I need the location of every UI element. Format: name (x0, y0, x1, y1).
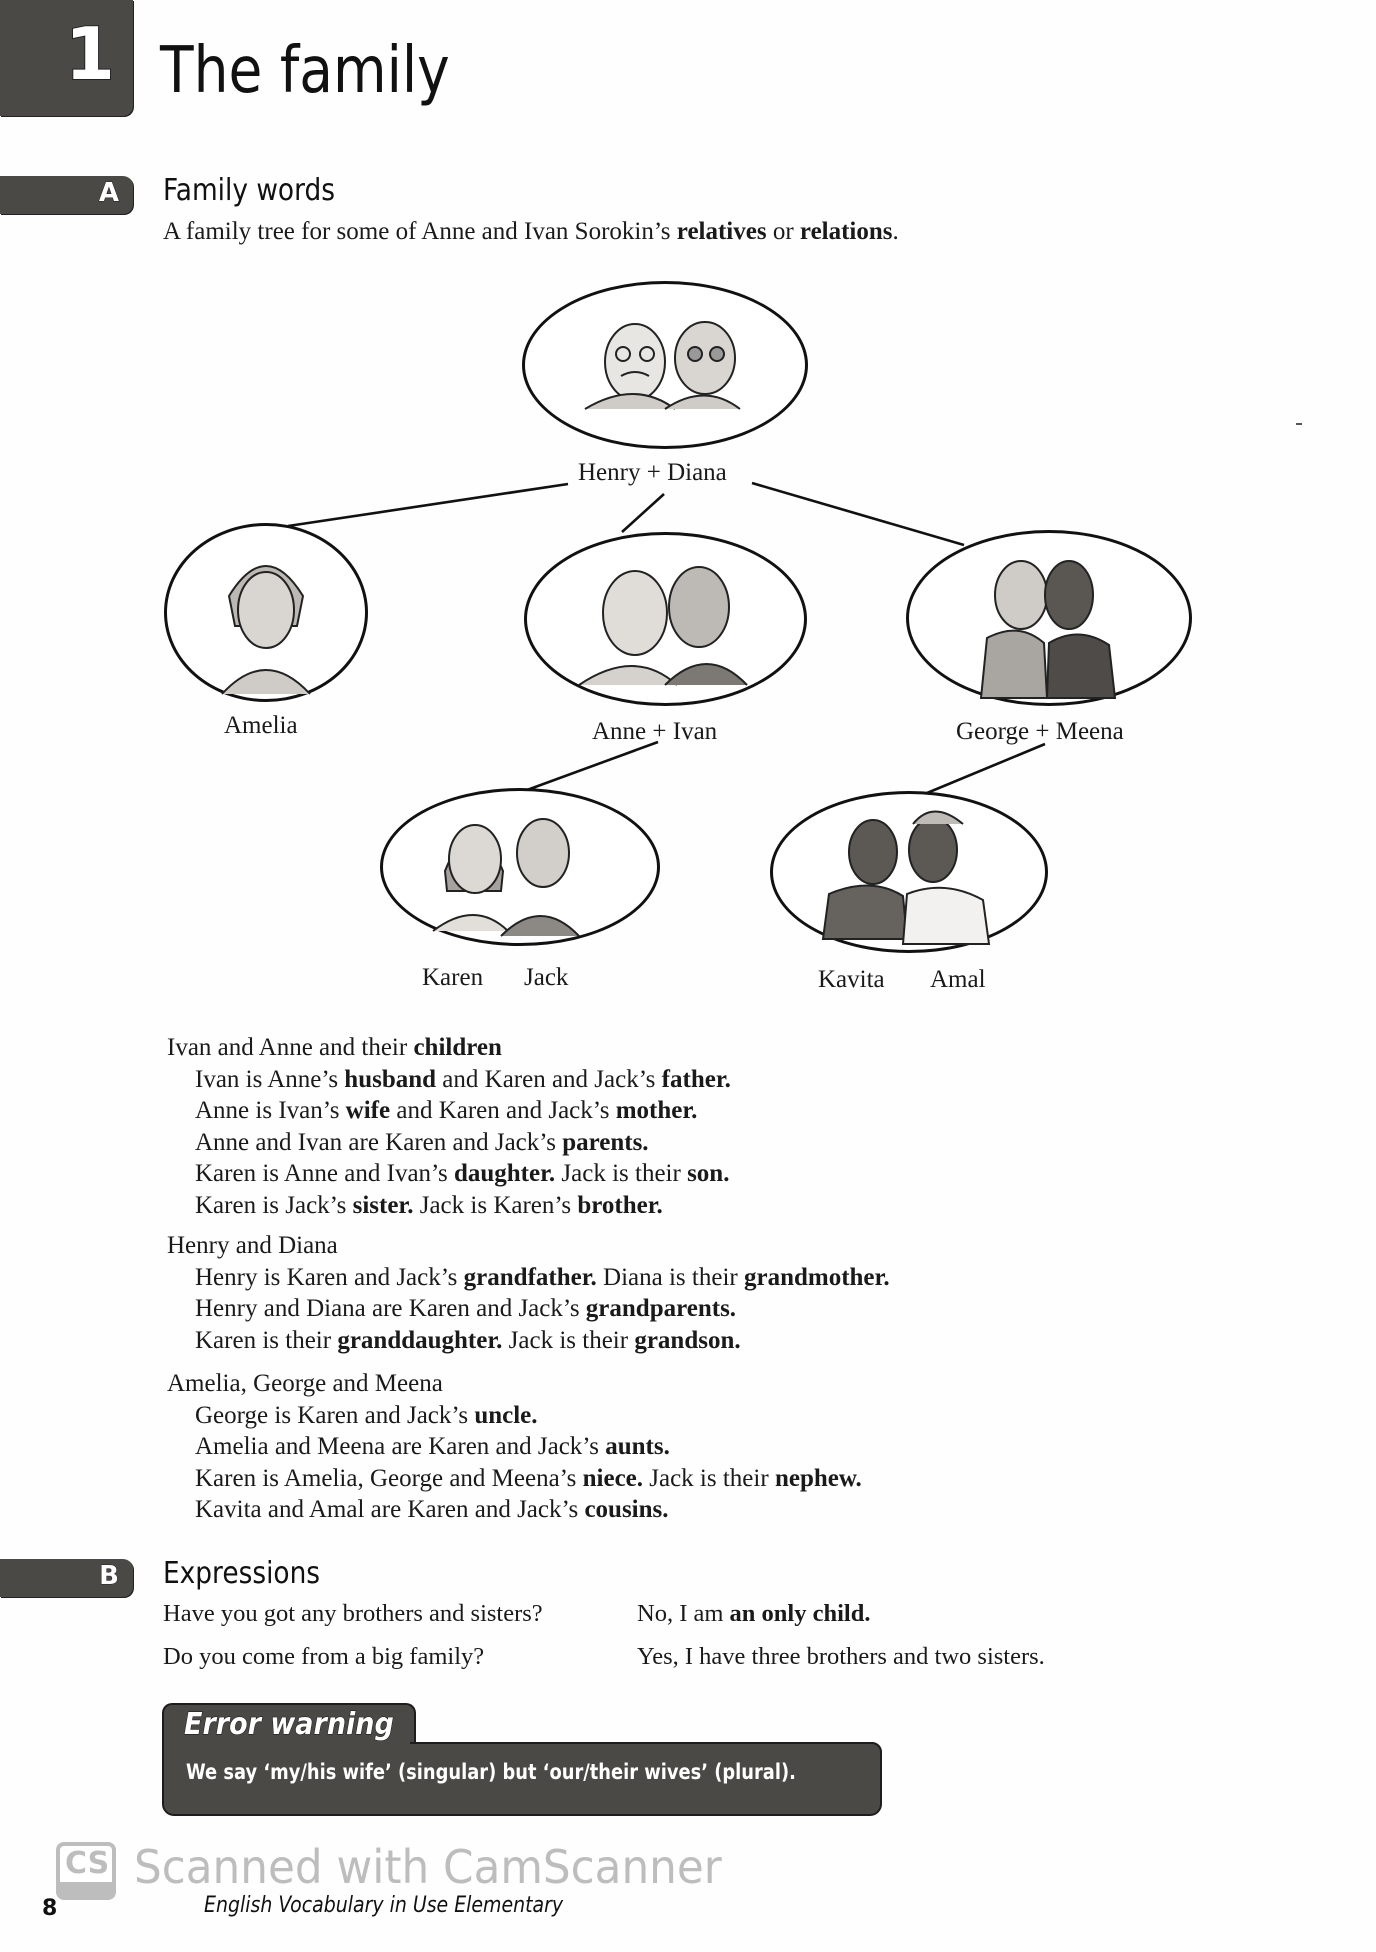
group-heading (167, 1032, 731, 1064)
expression-answer (637, 1600, 870, 1628)
vocabulary-term: uncle. (474, 1401, 538, 1429)
text-run: Karen is their (195, 1326, 338, 1354)
text-run: Diana is their (596, 1263, 744, 1291)
vocabulary-term: husband (344, 1065, 437, 1093)
vocabulary-term: wife (345, 1097, 391, 1124)
expression-question: Have you got any brothers and sisters? (163, 1600, 543, 1627)
vocabulary-term: relatives (676, 218, 767, 245)
vocabulary-term: son. (687, 1160, 730, 1187)
group-heading (167, 1230, 890, 1262)
expression-answer (637, 1643, 1045, 1671)
vocabulary-term: grandparents. (585, 1295, 737, 1322)
section-b-letter: B (99, 1561, 119, 1591)
label-anne-ivan: Anne + Ivan (592, 718, 718, 745)
text-run: Jack is their (643, 1464, 775, 1492)
kavita-amal-portrait (770, 791, 1048, 953)
expression-question: Do you come from a big family? (163, 1643, 485, 1670)
text-run: or (766, 218, 800, 245)
karen-jack-portrait (380, 788, 660, 946)
text-run: Kavita and Amal are Karen and Jack’s (195, 1496, 585, 1523)
section-a-tab (0, 176, 133, 214)
page-number: 8 (42, 1896, 58, 1921)
vocabulary-term: sister. (352, 1191, 414, 1219)
text-run: Karen is Anne and Ivan’s (195, 1160, 454, 1187)
vocabulary-term: aunts. (605, 1433, 670, 1460)
group-grandparents (165, 1230, 890, 1356)
label-george-meena: George + Meena (956, 718, 1124, 745)
vocabulary-term: father. (661, 1065, 731, 1093)
vocabulary-term: mother. (615, 1097, 698, 1124)
group-line (195, 1127, 731, 1159)
woman-illustration-icon (167, 526, 365, 699)
text-run: Jack is their (502, 1326, 635, 1354)
group-line (195, 1325, 890, 1357)
section-a-letter: A (98, 178, 119, 208)
label-amelia: Amelia (224, 712, 298, 739)
children-illustration-icon (383, 791, 657, 943)
section-b-title: Expressions (163, 1556, 321, 1591)
henry-diana-portrait (522, 281, 808, 449)
vocabulary-term: relations (799, 218, 893, 245)
label-jack: Jack (524, 964, 569, 991)
group-line (195, 1095, 731, 1127)
group-line (195, 1064, 731, 1096)
group-line (195, 1262, 890, 1294)
book-title: English Vocabulary in Use Elementary (204, 1893, 564, 1918)
vocabulary-term: grandmother. (743, 1263, 890, 1291)
unit-number: 1 (64, 12, 115, 96)
group-line (195, 1158, 731, 1190)
text-run: Yes, I have three brothers and two sisters. (637, 1643, 1045, 1670)
label-kavita: Kavita (818, 966, 885, 993)
text-run: No, I am (637, 1600, 730, 1627)
error-warning-title: Error warning (184, 1707, 394, 1742)
couple-illustration-icon (525, 284, 805, 446)
vocabulary-term: children (413, 1034, 502, 1061)
text-run: Jack is their (555, 1160, 688, 1187)
text-run: Henry and Diana are Karen and Jack’s (195, 1295, 586, 1322)
group-line (195, 1494, 862, 1526)
text-run: George is Karen and Jack’s (195, 1401, 475, 1429)
anne-ivan-portrait (524, 532, 807, 706)
group-line (195, 1190, 731, 1222)
vocabulary-term: daughter. (453, 1160, 556, 1187)
couple-illustration-icon (527, 535, 804, 703)
group-line (195, 1431, 862, 1463)
text-run: Ivan is Anne’s (195, 1065, 345, 1093)
children-illustration-icon (773, 794, 1045, 950)
couple-illustration-icon (909, 533, 1189, 703)
vocabulary-term: nephew. (774, 1464, 862, 1492)
group-line (195, 1463, 862, 1495)
text-run: Anne is Ivan’s (195, 1097, 346, 1124)
section-a-title: Family words (163, 173, 335, 208)
text-run: and Karen and Jack’s (436, 1065, 662, 1093)
vocabulary-term: parents. (562, 1128, 649, 1156)
text-run: Anne and Ivan are Karen and Jack’s (195, 1128, 563, 1156)
group-line (195, 1400, 862, 1432)
text-run: Karen is Amelia, George and Meena’s (195, 1464, 583, 1492)
vocabulary-term: granddaughter. (337, 1326, 503, 1354)
text-run: Karen is Jack’s (195, 1191, 353, 1219)
text-run: Amelia and Meena are Karen and Jack’s (195, 1433, 606, 1460)
text-run: Ivan and Anne and their (167, 1034, 414, 1061)
vocabulary-term: grandson. (634, 1326, 741, 1354)
camscanner-watermark: Scanned with CamScanner (134, 1840, 722, 1894)
error-warning-text: We say ‘my/his wife’ (singular) but ‘our/their wives’ (plural). (186, 1760, 796, 1784)
vocabulary-term: an only child. (729, 1600, 871, 1627)
text-run: and Karen and Jack’s (390, 1097, 616, 1124)
camscanner-logo-text: CS (65, 1846, 110, 1881)
vocabulary-term: niece. (582, 1464, 644, 1492)
section-a-intro (163, 218, 899, 246)
text-run: Amelia, George and Meena (167, 1370, 443, 1397)
label-amal: Amal (930, 966, 986, 993)
text-run: Henry is Karen and Jack’s (195, 1263, 464, 1291)
group-heading (167, 1368, 862, 1400)
text-run: . (892, 218, 899, 245)
text-run: Jack is Karen’s (413, 1191, 578, 1219)
vocabulary-term: cousins. (584, 1496, 669, 1523)
text-run: A family tree for some of Anne and Ivan Sorokin’s (163, 218, 677, 245)
label-henry-diana: Henry + Diana (578, 459, 727, 486)
vocabulary-term: grandfather. (463, 1263, 597, 1291)
camscanner-logo-icon (56, 1842, 116, 1900)
group-aunts-uncles (165, 1368, 862, 1526)
page-title: The family (160, 34, 450, 108)
text-run: Henry and Diana (167, 1232, 338, 1259)
group-parents-children (165, 1032, 731, 1221)
amelia-portrait (164, 523, 368, 702)
vocabulary-term: brother. (577, 1191, 663, 1219)
george-meena-portrait (906, 530, 1192, 706)
section-b-tab (0, 1559, 133, 1597)
label-karen: Karen (422, 964, 484, 991)
unit-number-tab (0, 0, 133, 116)
group-line (195, 1293, 890, 1325)
scan-artifact-mark (1296, 423, 1302, 425)
